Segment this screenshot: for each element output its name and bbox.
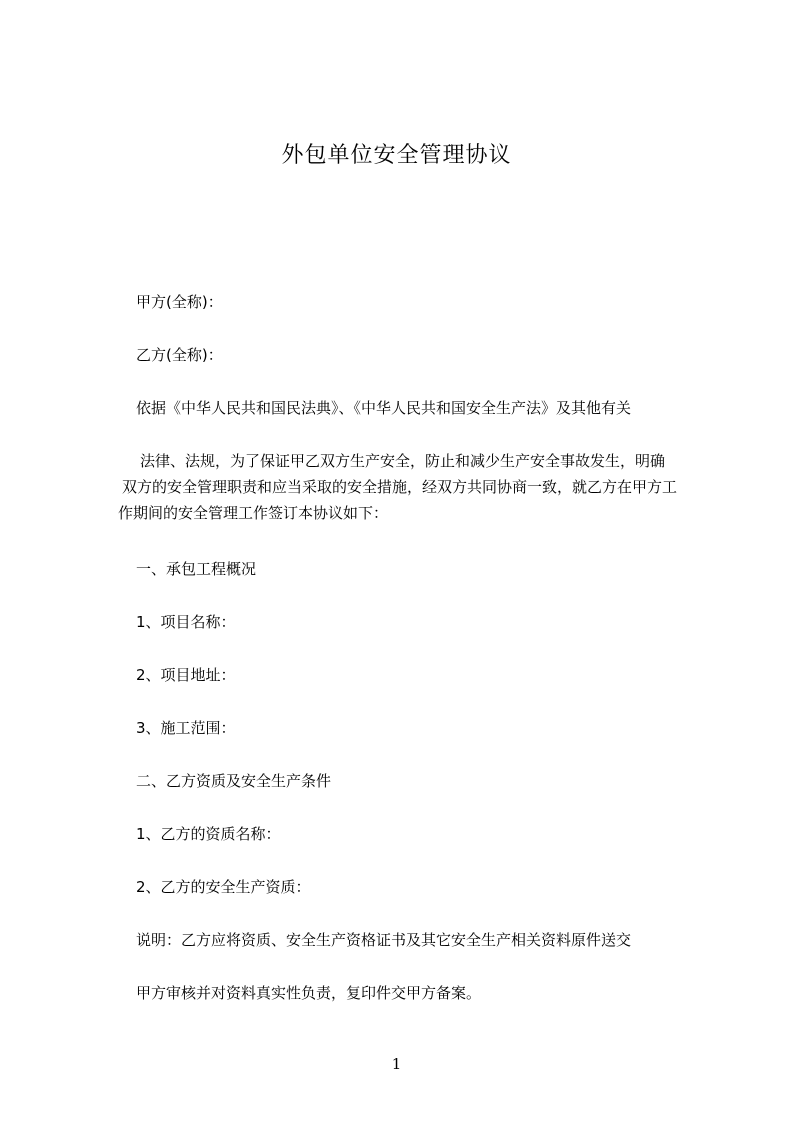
party-a-line: 甲方(全称)： [136, 293, 223, 311]
note-line-2: 甲方审核并对资料真实性负责，复印件交甲方备案。 [136, 984, 482, 1002]
construction-scope-line: 3、施工范围： [136, 719, 236, 737]
qualification-name-line: 1、乙方的资质名称： [136, 825, 281, 843]
note-line-1: 说明：乙方应将资质、安全生产资格证书及其它安全生产相关资料原件送交 [136, 931, 632, 949]
section-2-heading: 二、乙方资质及安全生产条件 [136, 772, 332, 790]
document-title: 外包单位安全管理协议 [281, 143, 512, 168]
safety-qualification-line: 2、乙方的安全生产资质： [136, 878, 311, 896]
project-address-line: 2、项目地址： [136, 666, 236, 684]
party-b-line: 乙方(全称)： [136, 346, 223, 364]
section-1-heading: 一、承包工程概况 [136, 560, 257, 578]
purpose-line-1: 法律、法规，为了保证甲乙双方生产安全，防止和减少生产安全事故发生，明确 [140, 452, 666, 470]
page-number: 1 [391, 1055, 402, 1073]
purpose-line-3: 作期间的安全管理工作签订本协议如下： [118, 504, 389, 522]
project-name-line: 1、项目名称： [136, 613, 236, 631]
purpose-line-2: 双方的安全管理职责和应当采取的安全措施，经双方共同协商一致，就乙方在甲方工 [122, 478, 678, 496]
legal-basis-line: 依据《中华人民共和国民法典》、《中华人民共和国安全生产法》及其他有关 [136, 399, 632, 417]
